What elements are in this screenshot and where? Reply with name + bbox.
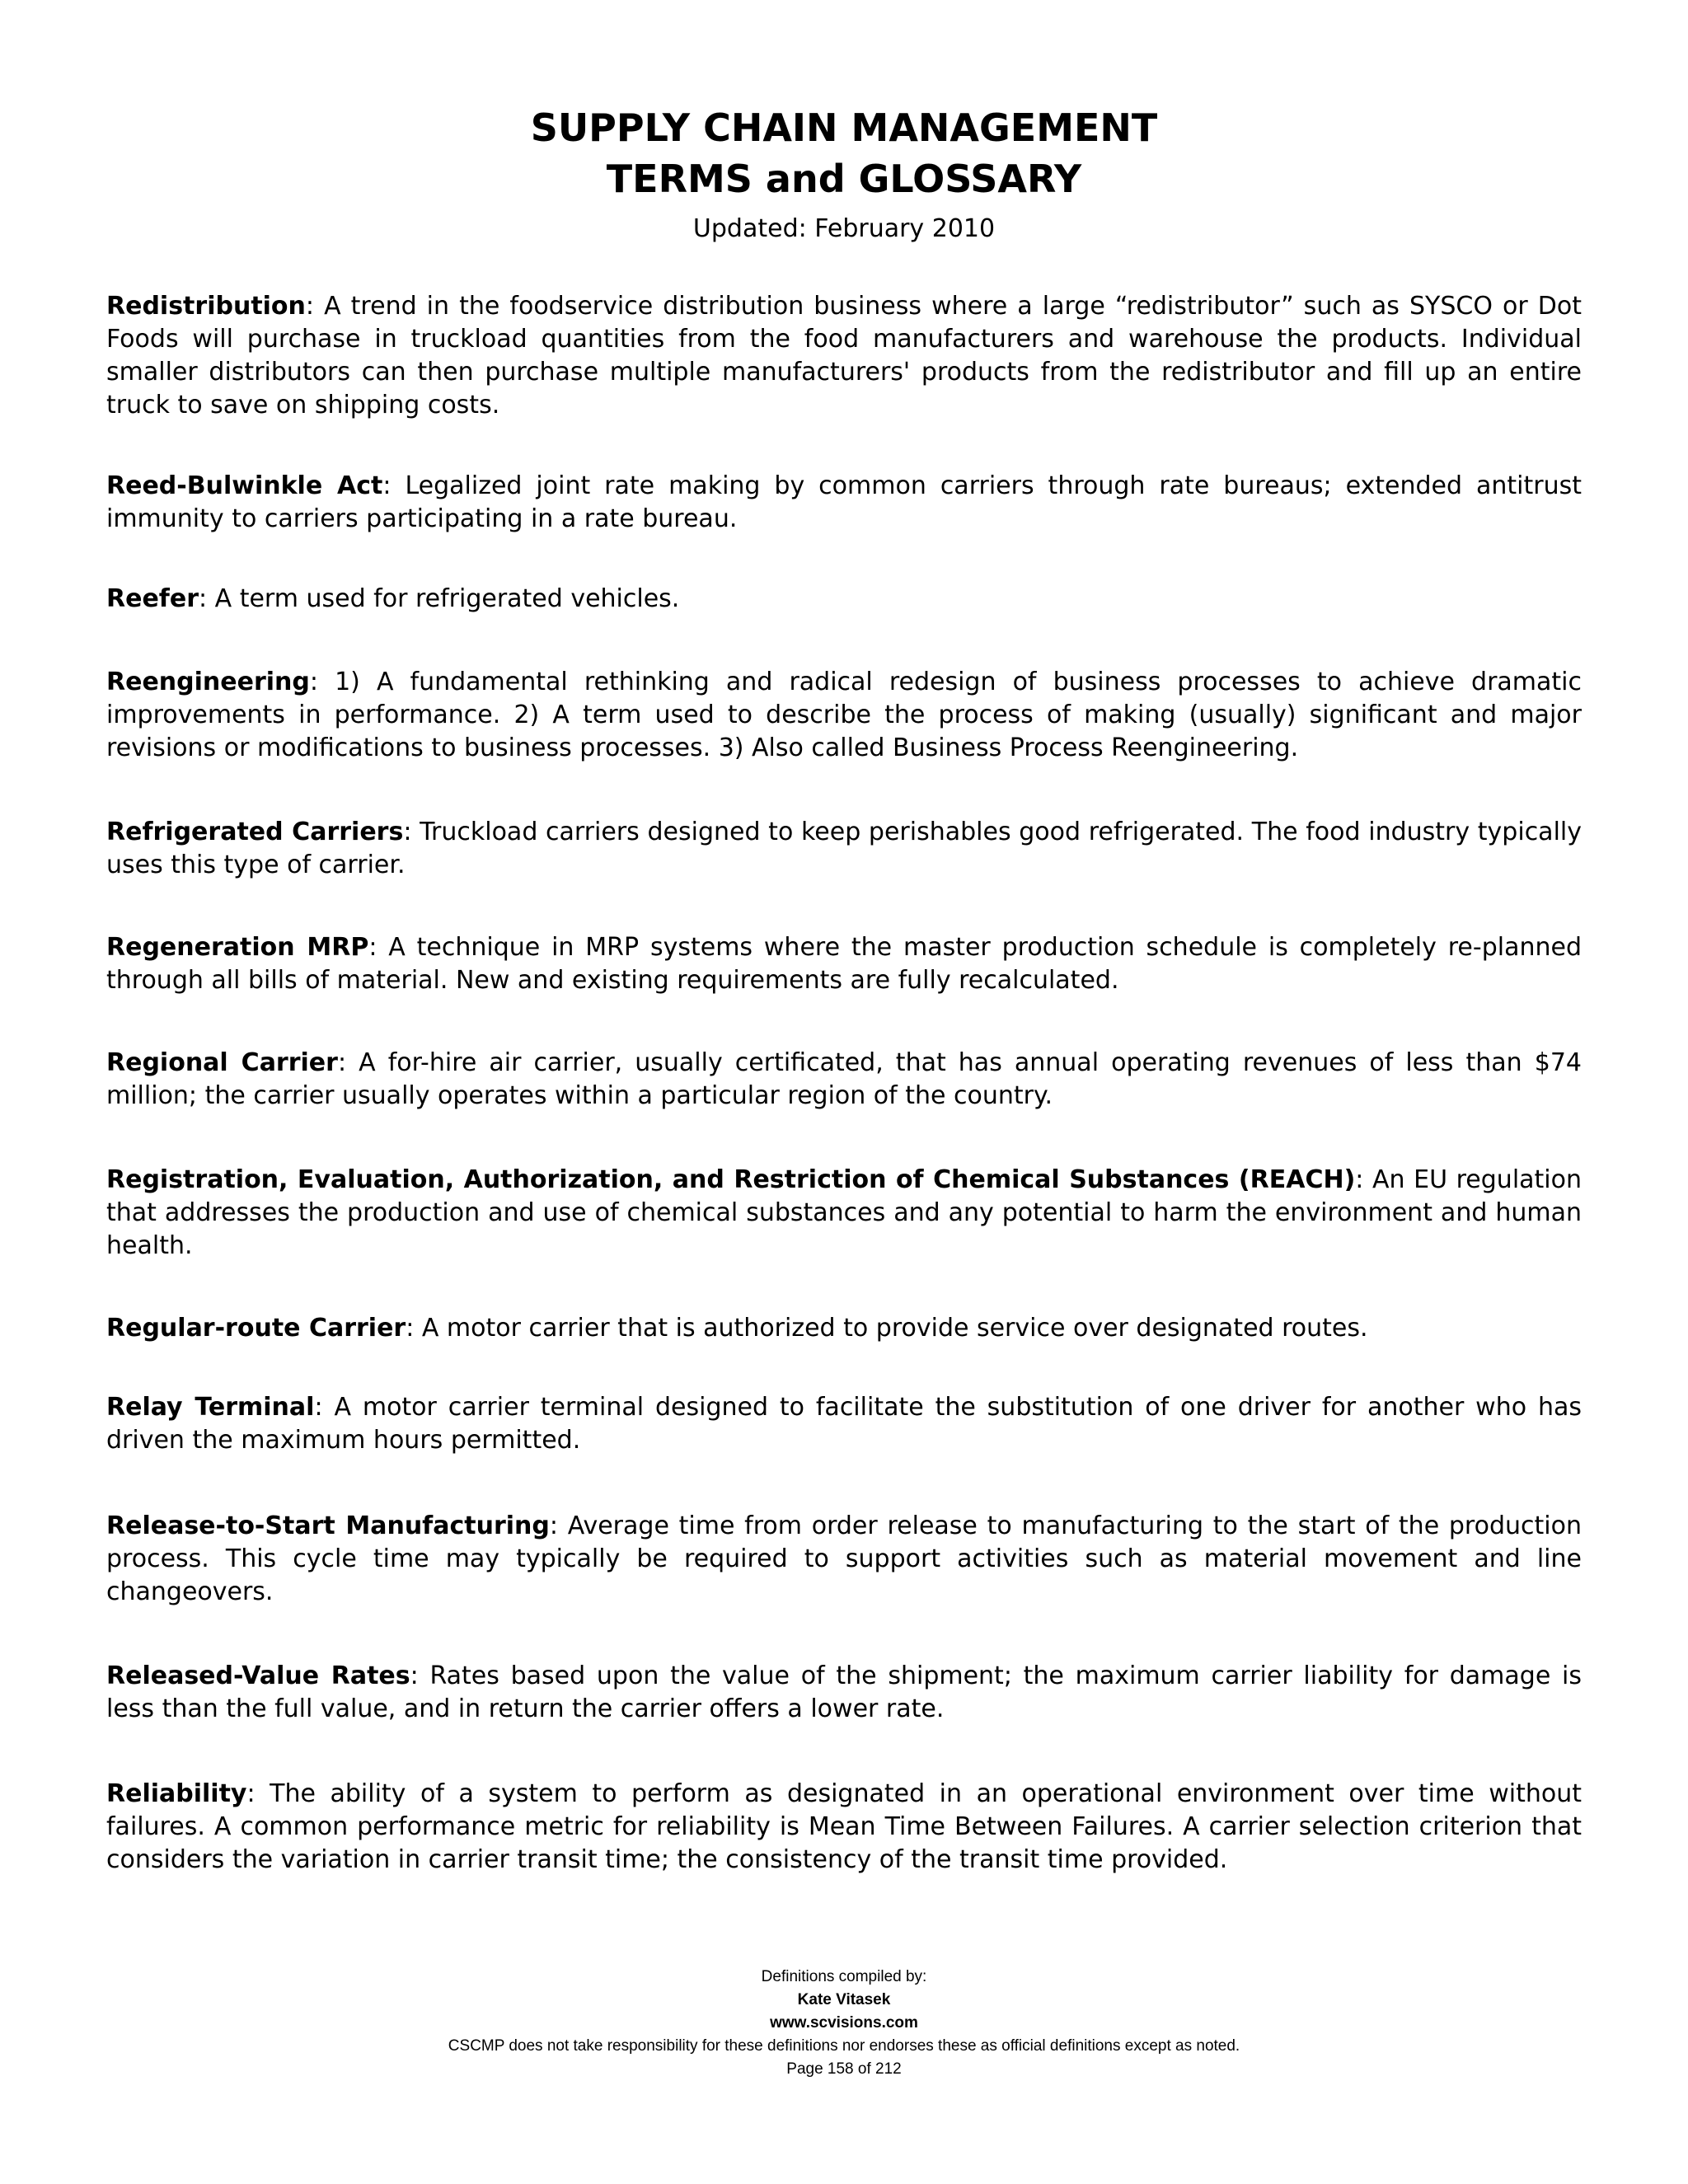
term-name: Regular-route Carrier xyxy=(106,1314,406,1343)
term-name: Regional Carrier xyxy=(106,1048,338,1077)
term-definition: : Average time from order release to manufacturing to the start of the production process. This cycle time may typically be required to support activities such as material movement and line changeovers. xyxy=(106,1511,1582,1606)
term-name: Redistribution xyxy=(106,292,306,321)
term-definition: : A for-hire air carrier, usually certificated, that has annual operating revenues of less than $74 million; the carrier usually operates within a particular region of the country. xyxy=(106,1048,1582,1110)
document-title-line-1: SUPPLY CHAIN MANAGEMENT xyxy=(530,105,1158,150)
glossary-list xyxy=(106,290,1582,1877)
glossary-entry xyxy=(106,290,1582,422)
term-definition: : A term used for refrigerated vehicles. xyxy=(199,584,680,613)
glossary-entry xyxy=(106,666,1582,765)
glossary-entry xyxy=(106,816,1582,882)
term-definition: : Truckload carriers designed to keep perishables good refrigerated. The food industry typically uses this type of carrier. xyxy=(106,818,1582,879)
term-definition: : A trend in the foodservice distribution business where a large “redistributor” such as SYSCO or Dot Foods will purchase in truckload quantities from the food manufacturers and warehouse the products. Individual smaller distributors can then purchase multiple manufacturers' products from the redistributor and fill up an entire truck to save on shipping costs. xyxy=(106,292,1582,419)
glossary-entry xyxy=(106,470,1582,536)
footer-website: www.scvisions.com xyxy=(770,2014,918,2032)
term-definition: : 1) A fundamental rethinking and radical redesign of business processes to achieve dramatic improvements in performance. 2) A term used to describe the process of making (usually) significant and major revisions or modifications to business processes. 3) Also called Business Process Reengineering. xyxy=(106,668,1582,762)
page-number: Page 158 of 212 xyxy=(786,2060,902,2078)
term-definition: : A motor carrier terminal designed to facilitate the substitution of one driver for another who has driven the maximum hours permitted. xyxy=(106,1393,1582,1455)
footer-author: Kate Vitasek xyxy=(797,1991,891,2008)
glossary-entry xyxy=(106,1164,1582,1263)
glossary-entry xyxy=(106,583,1582,616)
glossary-entry xyxy=(106,1660,1582,1726)
term-name: Refrigerated Carriers xyxy=(106,818,404,846)
term-name: Regeneration MRP xyxy=(106,933,369,962)
document-header xyxy=(106,0,1582,247)
term-name: Relay Terminal xyxy=(106,1393,315,1422)
glossary-entry xyxy=(106,1047,1582,1113)
term-definition: : The ability of a system to perform as designated in an operational environment over time without failures. A common performance metric for reliability is Mean Time Between Failures. A carrier selection criterion that considers the variation in carrier transit time; the consistency of the transit time provided. xyxy=(106,1779,1582,1874)
term-definition: : A motor carrier that is authorized to provide service over designated routes. xyxy=(406,1314,1368,1343)
term-definition: : Legalized joint rate making by common carriers through rate bureaus; extended antitrust immunity to carriers participating in a rate bureau. xyxy=(106,471,1582,533)
term-name: Reengineering xyxy=(106,668,310,696)
term-name: Reed-Bulwinkle Act xyxy=(106,471,383,500)
glossary-entry xyxy=(106,931,1582,997)
page-footer xyxy=(0,1966,1688,2081)
glossary-entry xyxy=(106,1391,1582,1457)
updated-date: Updated: February 2010 xyxy=(692,214,996,243)
footer-compiled-by: Definitions compiled by: xyxy=(761,1968,927,1985)
term-definition: : An EU regulation that addresses the production and use of chemical substances and any potential to harm the environment and human health. xyxy=(106,1165,1582,1260)
term-definition: : A technique in MRP systems where the master production schedule is completely re-planned through all bills of material. New and existing requirements are fully recalculated. xyxy=(106,933,1582,995)
footer-disclaimer: CSCMP does not take responsibility for these definitions nor endorses these as official definitions except as noted. xyxy=(448,2037,1240,2055)
glossary-entry xyxy=(106,1312,1582,1345)
term-name: Reliability xyxy=(106,1779,247,1808)
term-name: Registration, Evaluation, Authorization, and Restriction of Chemical Substances (REACH) xyxy=(106,1165,1356,1194)
term-name: Released-Value Rates xyxy=(106,1661,410,1690)
document-title-line-2: TERMS and GLOSSARY xyxy=(606,157,1082,201)
term-name: Release-to-Start Manufacturing xyxy=(106,1511,550,1540)
glossary-entry xyxy=(106,1510,1582,1609)
term-definition: : Rates based upon the value of the shipment; the maximum carrier liability for damage is less than the full value, and in return the carrier offers a lower rate. xyxy=(106,1661,1582,1723)
glossary-entry xyxy=(106,1778,1582,1877)
term-name: Reefer xyxy=(106,584,199,613)
